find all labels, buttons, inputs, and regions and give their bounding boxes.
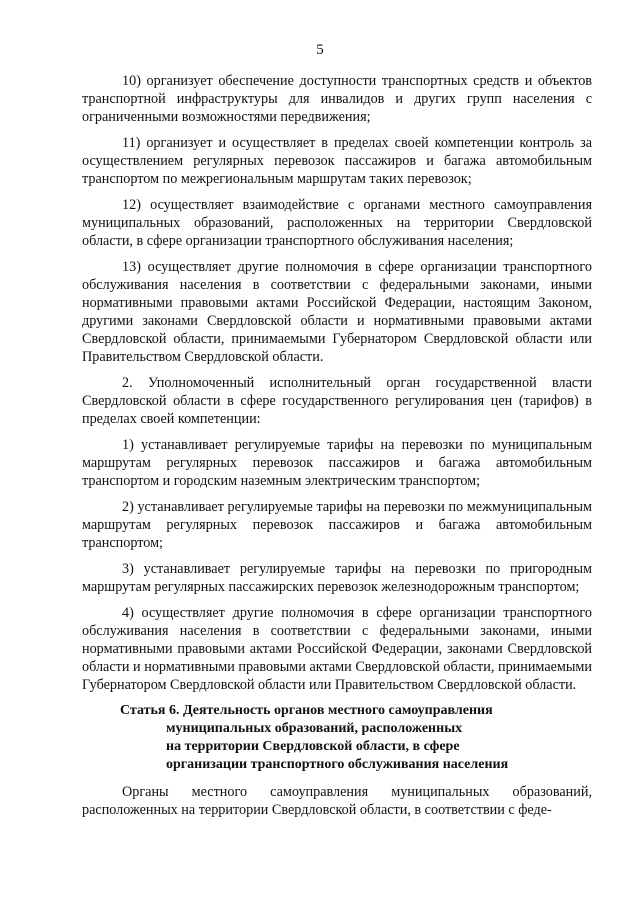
paragraph-subitem-3: 3) устанавливает регулируемые тарифы на перевозки по пригородным маршрутам регулярных пассажирских перевозок железнодорожным транспортом;: [82, 561, 592, 595]
paragraph-item-10: 10) организует обеспечение доступности транспортных средств и объектов транспортной инфраструктуры для инвалидов и других групп населения с ограниченными возможностями передвижения;: [82, 73, 592, 125]
paragraph-subitem-2: 2) устанавливает регулируемые тарифы на перевозки по межмуниципальным маршрутам регулярных перевозок пассажиров и багажа автомобильным транспортом;: [82, 499, 592, 551]
paragraph-subitem-4: 4) осуществляет другие полномочия в сфере организации транспортного обслуживания населения в соответствии с федеральными законами, иными нормативными правовыми актами Российской Федерации, законами Свердловской области и нормативными правовыми актами Свердловской области, принимаемыми Губернатором Свердловской области или Правительством Свердловской области.: [82, 605, 592, 693]
paragraph-article-6-body: Органы местного самоуправления муниципальных образований, расположенных на территории Свердловской области, в соответствии с феде-: [82, 784, 592, 818]
paragraph-section-2: 2. Уполномоченный исполнительный орган государственной власти Свердловской области в сфере государственного регулирования цен (тарифов) в пределах своей компетенции:: [82, 375, 592, 427]
paragraph-subitem-1: 1) устанавливает регулируемые тарифы на перевозки по муниципальным маршрутам регулярных перевозок пассажиров и багажа автомобильным транспортом и городским наземным электрическим транспортом;: [82, 437, 592, 489]
article-heading-line: организации транспортного обслуживания населения: [166, 757, 509, 772]
article-heading-line: на территории Свердловской области, в сфере: [166, 739, 460, 754]
article-heading: [82, 702, 592, 774]
paragraph-item-13: 13) осуществляет другие полномочия в сфере организации транспортного обслуживания населения в соответствии с федеральными законами, иными нормативными правовыми актами Российской Федерации, настоящим Законом, другими законами Свердловской области и нормативными правовыми актами Свердловской области, принимаемыми Губернатором Свердловской области или Правительством Свердловской области.: [82, 259, 592, 365]
paragraph-item-11: 11) организует и осуществляет в пределах своей компетенции контроль за осуществлением регулярных перевозок пассажиров и багажа автомобильным транспортом по межрегиональным маршрутам таких перевозок;: [82, 135, 592, 187]
page-number: 5: [316, 42, 324, 58]
paragraph-item-12: 12) осуществляет взаимодействие с органами местного самоуправления муниципальных образований, расположенных на территории Свердловской области, в сфере организации транспортного обслуживания населения;: [82, 197, 592, 249]
article-heading-line: Статья 6. Деятельность органов местного самоуправления: [120, 703, 493, 718]
article-heading-line: муниципальных образований, расположенных: [166, 721, 463, 736]
document-body: [82, 72, 592, 827]
